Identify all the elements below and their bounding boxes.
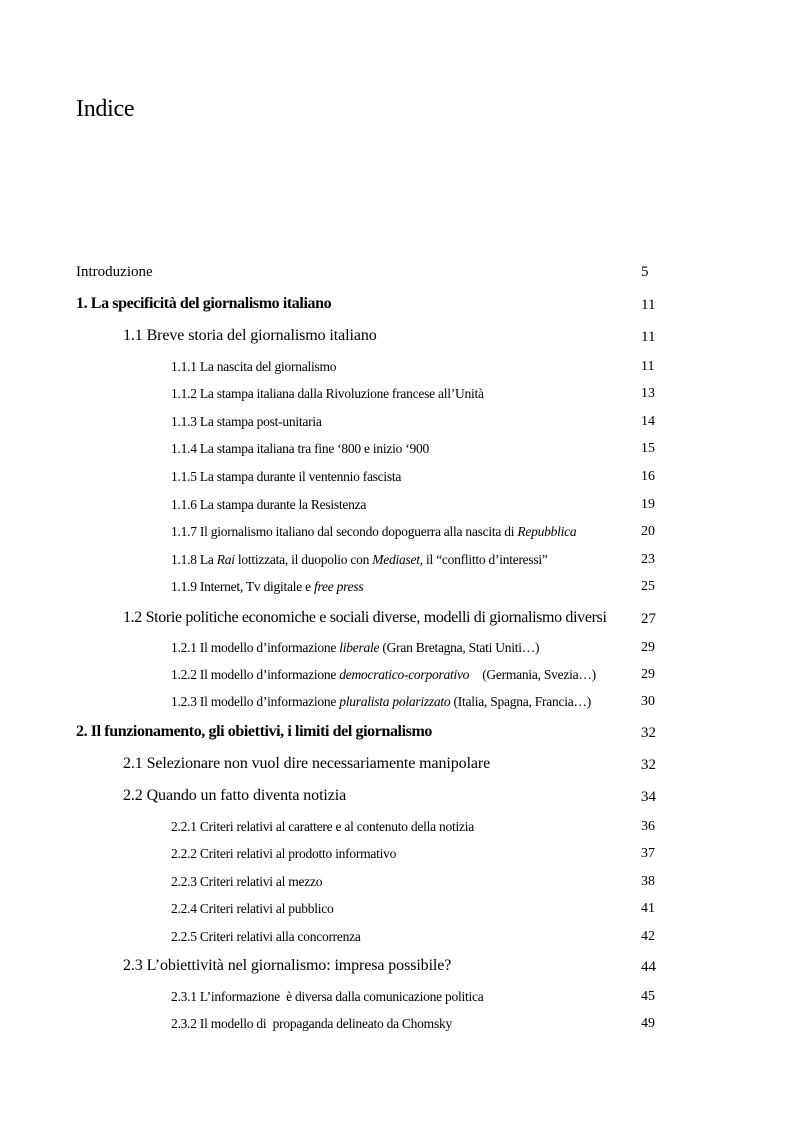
toc-page-number: 38	[641, 874, 655, 889]
toc-label-text: 1.1.9 Internet, Tv digitale e	[171, 579, 314, 594]
toc-page-number: 37	[641, 846, 655, 861]
toc-subsection-label	[171, 639, 539, 656]
toc-label-italic: liberale	[339, 640, 380, 655]
page-title: Indice	[76, 96, 135, 122]
toc-label-italic: Mediaset	[372, 552, 420, 567]
toc-page-number: 14	[641, 414, 655, 429]
toc-label-italic: free press	[313, 579, 364, 594]
toc-subsection-label: 2.2.4 Criteri relativi al pubblico	[171, 901, 334, 916]
toc-label-italic: Repubblica	[517, 524, 577, 539]
toc-label-text: 1.1.7 Il giornalismo italiano dal secondo dopoguerra alla nascita di	[171, 524, 518, 539]
toc-subsection-label	[171, 523, 576, 540]
toc-subsection-label: 2.3.1 L’informazione è diversa dalla comunicazione politica	[171, 989, 484, 1004]
toc-subsection-label: 1.1.6 La stampa durante la Resistenza	[171, 497, 367, 512]
toc-subsection-label	[171, 578, 363, 595]
toc-page-number: 27	[641, 611, 656, 627]
toc-label-text: 1.2.1 Il modello d’informazione	[171, 640, 340, 655]
toc-chapter-label: 2. Il funzionamento, gli obiettivi, i limiti del giornalismo	[76, 723, 433, 740]
toc-label-italic: pluralista polarizzato	[339, 694, 451, 709]
toc-page-number: 41	[641, 901, 655, 916]
toc-label-text: (Germania, Svezia…)	[482, 667, 596, 682]
toc-page-number: 30	[641, 694, 655, 709]
toc-entry-label: Introduzione	[76, 264, 153, 280]
toc-subsection-label: 1.1.4 La stampa italiana tra fine ‘800 e inizio ‘900	[171, 441, 430, 456]
toc-subsection-label: 1.1.1 La nascita del giornalismo	[171, 359, 337, 374]
toc-page-number: 13	[641, 386, 655, 401]
toc-page-number: 16	[641, 469, 655, 484]
toc-label-text: 1.2.2 Il modello d’informazione	[171, 667, 340, 682]
toc-page-number: 44	[641, 959, 656, 975]
toc-page-number: 32	[641, 725, 656, 741]
toc-section-label: 1.2 Storie politiche economiche e sociali diverse, modelli di giornalismo diversi	[123, 609, 607, 626]
toc-chapter-label: 1. La specificità del giornalismo italiano	[76, 295, 332, 312]
toc-subsection-label: 2.2.1 Criteri relativi al carattere e al contenuto della notizia	[171, 819, 474, 834]
toc-label-italic: democratico-corporativo	[339, 667, 470, 682]
toc-page-number: 15	[641, 441, 655, 456]
toc-subsection-label: 2.2.5 Criteri relativi alla concorrenza	[171, 929, 361, 944]
toc-subsection-label: 2.3.2 Il modello di propaganda delineato da Chomsky	[171, 1016, 452, 1031]
toc-page-number: 11	[641, 359, 655, 374]
toc-page-number: 45	[641, 989, 655, 1004]
toc-section-label: 2.3 L’obiettività nel giornalismo: impresa possibile?	[123, 957, 452, 974]
toc-subsection-label: 2.2.3 Criteri relativi al mezzo	[171, 874, 323, 889]
toc-page-number: 36	[641, 819, 655, 834]
toc-subsection-label: 2.2.2 Criteri relativi al prodotto informativo	[171, 846, 397, 861]
toc-subsection-label: 1.1.3 La stampa post-unitaria	[171, 414, 322, 429]
toc-page-number: 42	[641, 929, 655, 944]
toc-page-number: 19	[641, 497, 655, 512]
toc-subsection-label: 1.1.5 La stampa durante il ventennio fascista	[171, 469, 402, 484]
toc-label-text: 1.2.3 Il modello d’informazione	[171, 694, 340, 709]
toc-page-number: 11	[641, 329, 656, 345]
toc-page-number: 25	[641, 579, 655, 594]
toc-subsection-label	[171, 666, 596, 683]
toc-page-number: 34	[641, 789, 656, 805]
toc-page-number: 29	[641, 640, 655, 655]
toc-section-label: 1.1 Breve storia del giornalismo italiano	[123, 327, 377, 344]
toc-label-text: 1.1.8 La	[171, 552, 217, 567]
toc-page-number: 29	[641, 667, 655, 682]
toc-label-text: , il “conflitto d’interessi”	[419, 552, 548, 567]
toc-page-number: 5	[641, 264, 649, 280]
toc-page-number: 49	[641, 1016, 655, 1031]
toc-page-number: 20	[641, 524, 655, 539]
toc-page-number: 11	[641, 297, 656, 313]
toc-subsection-label: 1.1.2 La stampa italiana dalla Rivoluzione francese all’Unità	[171, 386, 484, 401]
toc-label-text: (Gran Bretagna, Stati Uniti…)	[379, 640, 540, 655]
toc-label-text: lottizzata, il duopolio con	[234, 552, 373, 567]
toc-section-label: 2.2 Quando un fatto diventa notizia	[123, 787, 347, 804]
toc-label-italic: Rai	[216, 552, 235, 567]
toc-page-number: 23	[641, 552, 655, 567]
toc-subsection-label	[171, 551, 548, 568]
toc-label-text: (Italia, Spagna, Francia…)	[450, 694, 591, 709]
toc-section-label: 2.1 Selezionare non vuol dire necessariamente manipolare	[123, 755, 491, 772]
toc-page-number: 32	[641, 757, 656, 773]
toc-subsection-label	[171, 693, 591, 710]
